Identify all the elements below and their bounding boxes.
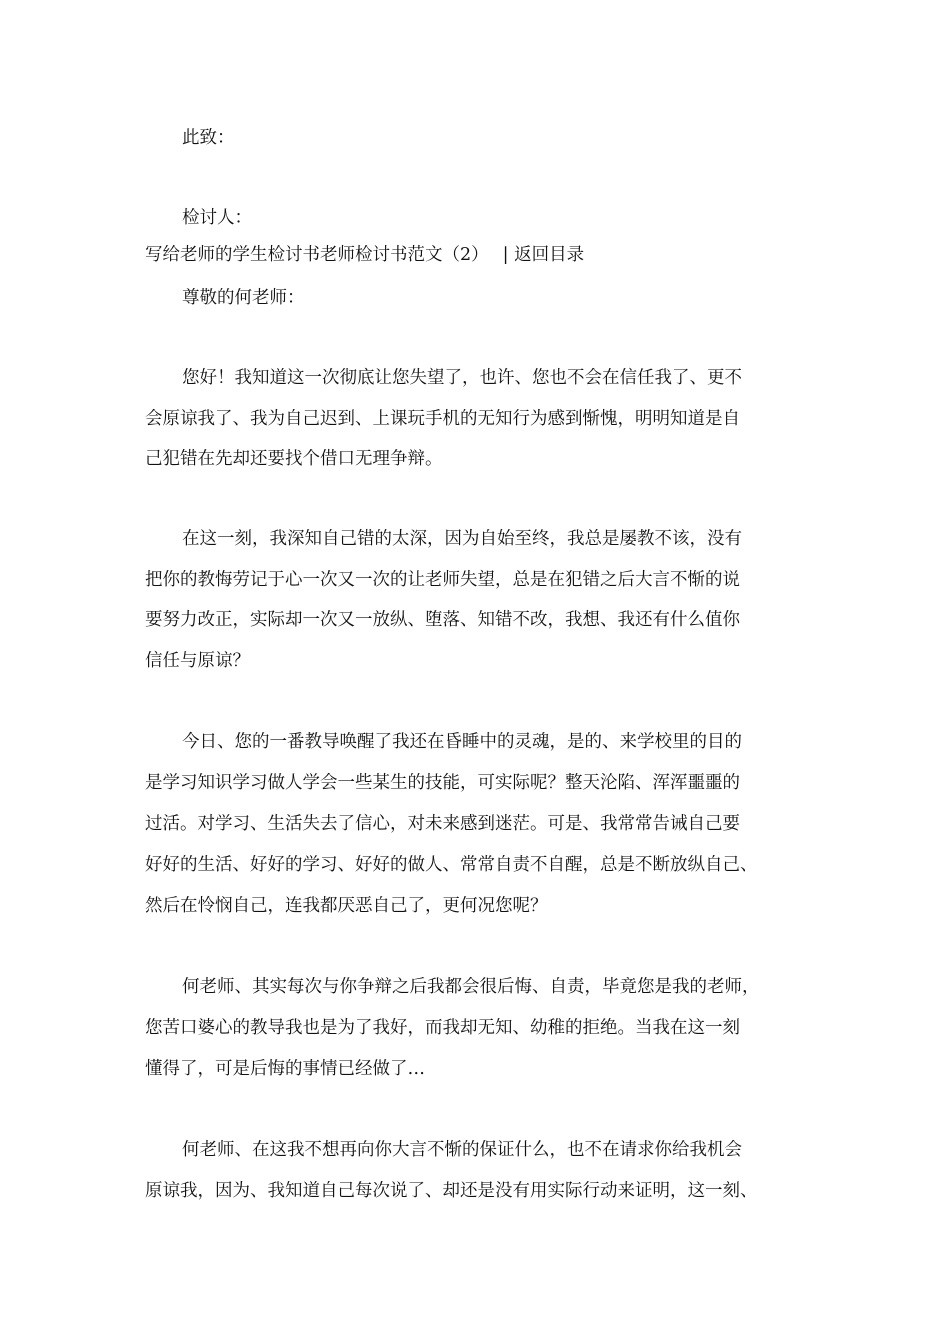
salutation: 尊敬的何老师：: [182, 288, 305, 308]
section-heading: 写给老师的学生检讨书老师检讨书范文（2）: [145, 245, 489, 265]
paragraph-2-line-2: 把你的教悔劳记于心一次又一次的让老师失望，总是在犯错之后大言不惭的说: [145, 570, 740, 590]
paragraph-3-line-1: 今日、您的一番教导唤醒了我还在昏睡中的灵魂，是的、来学校里的目的: [182, 732, 742, 752]
paragraph-4-line-2: 您苦口婆心的教导我也是为了我好，而我却无知、幼稚的拒绝。当我在这一刻: [145, 1018, 740, 1038]
paragraph-3-line-3: 过活。对学习、生活失去了信心，对未来感到迷茫。可是、我常常告诫自己要: [145, 814, 740, 834]
closing-line: 此致：: [182, 128, 235, 148]
signature-label: 检讨人：: [182, 208, 252, 228]
paragraph-3-line-5: 然后在怜悯自己，连我都厌恶自己了，更何况您呢？: [145, 896, 548, 916]
paragraph-4-line-1: 何老师、其实每次与你争辩之后我都会很后悔、自责，毕竟您是我的老师，: [182, 977, 760, 997]
paragraph-3-line-4: 好好的生活、好好的学习、好好的做人、常常自责不自醒，总是不断放纵自己、: [145, 855, 758, 875]
paragraph-1-line-2: 会原谅我了、我为自己迟到、上课玩手机的无知行为感到惭愧，明明知道是自: [145, 409, 740, 429]
paragraph-2-line-3: 要努力改正，实际却一次又一放纵、堕落、知错不改，我想、我还有什么值你: [145, 610, 740, 630]
section-heading-row: [145, 243, 584, 267]
paragraph-2-line-1: 在这一刻，我深知自己错的太深，因为自始至终，我总是屡教不该，没有: [182, 529, 742, 549]
paragraph-5-line-1: 何老师、在这我不想再向你大言不惭的保证什么，也不在请求你给我机会: [182, 1140, 742, 1160]
paragraph-3-line-2: 是学习知识学习做人学会一些某生的技能，可实际呢？整天沦陷、浑浑噩噩的: [145, 773, 740, 793]
paragraph-4-line-3: 懂得了，可是后悔的事情已经做了…: [145, 1059, 425, 1079]
back-to-contents-link[interactable]: | 返回目录: [502, 245, 585, 265]
paragraph-1-line-1: 您好！我知道这一次彻底让您失望了，也许、您也不会在信任我了、更不: [182, 368, 742, 388]
paragraph-2-line-4: 信任与原谅？: [145, 651, 250, 671]
paragraph-5-line-2: 原谅我，因为、我知道自己每次说了、却还是没有用实际行动来证明，这一刻、: [145, 1181, 758, 1201]
paragraph-1-line-3: 己犯错在先却还要找个借口无理争辩。: [145, 449, 443, 469]
